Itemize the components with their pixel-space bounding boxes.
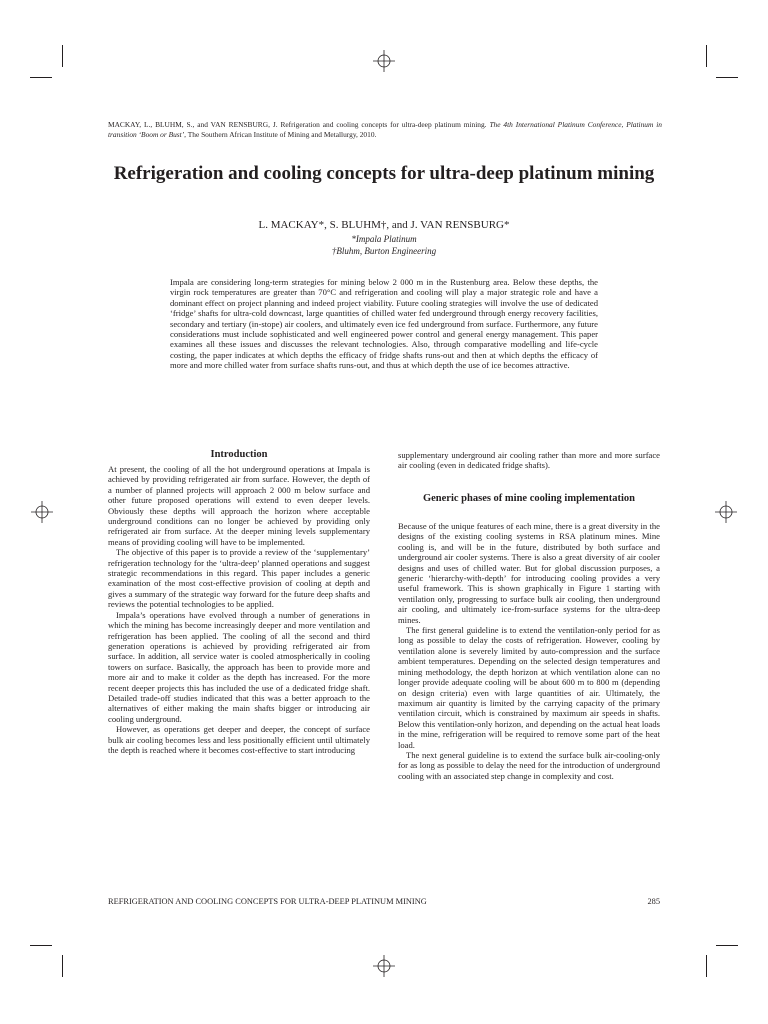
affiliation-bluhm: †Bluhm, Burton Engineering <box>331 246 437 256</box>
registration-mark-bottom <box>373 955 395 977</box>
right-column-top <box>398 450 660 471</box>
right-column <box>398 521 660 781</box>
paragraph: The first general guideline is to extend the ventilation-only period for as long as possible to delay the costs of refrigeration. However, cooling by ventilation alone is severely limited by auto-compression and the surface ambient temperatures. Depending on the selected design temperatures and mining methodology, the depth horizon at which ventilation alone can no longer provide adequate cooling will be about 600 m to 800 m (depending on design criteria) even with large quantities of air. Ultimately, the maximum air quantity is limited by the carrying capacity of the primary ventilation circuit, which is constrained by maximum air speeds in shafts. Below this ventilation-only horizon, and depending on the actual heat loads in the mine, refrigeration will be required to remove some part of the heat load. <box>398 625 660 750</box>
abstract: Impala are considering long-term strategies for mining below 2 000 m in the Rustenburg area. Below these depths, the virgin rock temperatures are greater than 70°C and refrigeration and cooling will play a major strategic role and have a dominant effect on project planning and indeed project viability. Future cooling strategies will involve the use of dedicated ‘fridge’ shafts for ultra-cold downcast, large quantities of chilled water fed underground through energy recovery facilities, secondary and tertiary (in-stope) air coolers, and ultimately even ice fed underground from surface. Furthermore, any future considerations must include sophisticated and well engineered power control and general energy management. This paper examines all these issues and discusses the relevant technologies. Also, through comparative modelling and life-cycle costing, the paper indicates at which depths the efficacy of fridge shafts runs-out and then at which depths the efficacy of more and more chilled water from surface shafts runs-out, and thus at which depth the use of ice becomes attractive. <box>170 277 598 371</box>
paragraph: Because of the unique features of each mine, there is a great diversity in the designs of the existing cooling systems in RSA platinum mines. Mine cooling is, and will be in the future, distributed by both surface and underground air cooler systems. There is also a great diversity of air cooler designs and uses of chilled water. But for global discussion purposes, a generic ‘hierarchy-with-depth’ for introducing cooling provides a very useful framework. This is shown graphically in Figure 1 starting with ventilation only, progressing to surface bulk air cooling, then underground air cooling, and ultimately ice-from-surface systems for the ultra-deep mines. <box>398 521 660 625</box>
author-list: L. MACKAY*, S. BLUHM†, and J. VAN RENSBURG* <box>258 219 510 231</box>
registration-mark-right <box>715 501 737 523</box>
paragraph: The objective of this paper is to provide a review of the ‘supplementary’ refrigeration technology for the ‘ultra-deep’ planned operations and suggest strategic recommendations in this regard. This paper includes a generic examination of the most cost-effective provision of cooling at depth and gives a summary of the strategic way forward for the future deep shafts and reviews the potential technologies to be applied. <box>108 547 370 610</box>
affiliation-impala: *Impala Platinum <box>351 234 417 244</box>
paragraph: The next general guideline is to extend the surface bulk air-cooling-only for as long as possible to delay the need for the introduction of underground cooling with an associated step change in complexity and cost. <box>398 749 660 781</box>
section-heading-introduction: Introduction <box>210 449 268 460</box>
page-number: 285 <box>647 897 660 906</box>
citation-plain: MACKAY, L., BLUHM, S., and VAN RENSBURG, J. Refrigeration and cooling concepts for ultra-deep platinum mining. <box>108 120 487 129</box>
paragraph: However, as operations get deeper and deeper, the concept of surface bulk air cooling becomes less and less positionally efficient until ultimately the depth is reached where it becomes cost-effective to start introducing <box>108 724 370 755</box>
paragraph: supplementary underground air cooling rather than more and more surface air cooling (even in dedicated fridge shafts). <box>398 450 660 471</box>
section-heading-generic-phases: Generic phases of mine cooling implementation <box>422 493 636 504</box>
paragraph: At present, the cooling of all the hot underground operations at Impala is achieved by providing refrigerated air from surface. However, the depth of a number of planned projects will approach 2 000 m below surface and other future proposed operations will extend to even deeper levels. Obviously these depths will approach the horizon where acceptable underground conditions can no longer be achieved by providing only refrigerated air from surface. At the deeper mining levels supplementary means of providing cooling will have to be implemented. <box>108 464 370 547</box>
paragraph: Impala’s operations have evolved through a number of generations in which the mining has become increasingly deeper and more ventilation and refrigeration has been applied. The cooling of all the second and third generation operations is achieved by providing refrigerated air from surface. In addition, all service water is cooled atmospherically in cooling towers on surface. Basically, the approach has been to provide more and more air and to make it colder as the depth has increased. For the more recent deeper projects this has included the use of a dedicated fridge shaft. Detailed trade-off studies indicated that this was a better approach to the alternatives of either making the main shafts bigger or introducing air cooling underground. <box>108 609 370 724</box>
citation-italic: The 4th International Platinum Conference, Platinum in transition ‘Boom or Bust’ <box>108 120 662 139</box>
running-title: REFRIGERATION AND COOLING CONCEPTS FOR ULTRA-DEEP PLATINUM MINING <box>108 897 427 906</box>
paper-title: Refrigeration and cooling concepts for ultra-deep platinum mining <box>113 163 655 184</box>
citation-tail: , The Southern African Institute of Mining and Metallurgy, 2010. <box>184 130 377 139</box>
left-column <box>108 464 370 755</box>
citation <box>108 120 662 140</box>
registration-mark-left <box>31 501 53 523</box>
registration-mark-top <box>373 50 395 72</box>
